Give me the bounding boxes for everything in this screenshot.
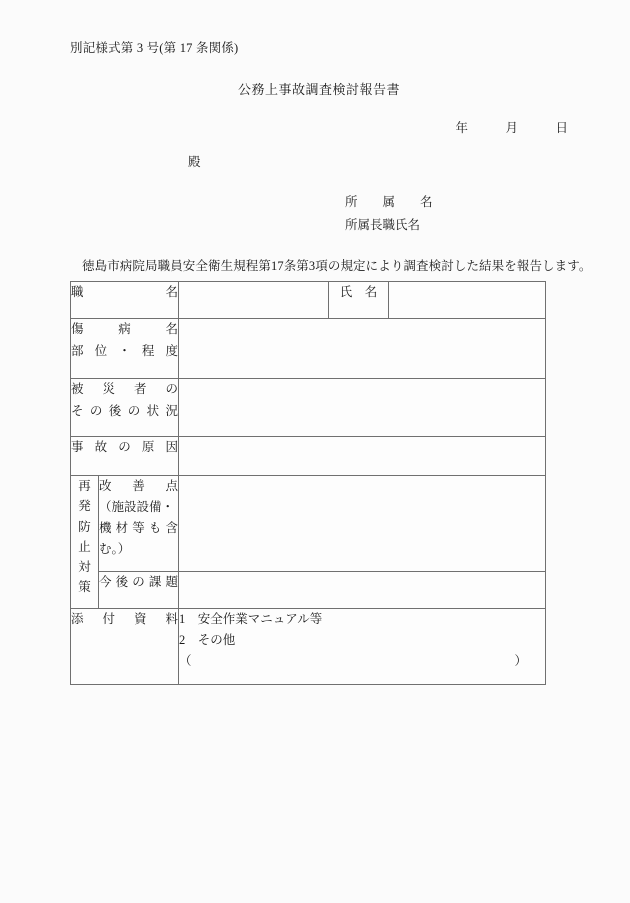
table-row-position bbox=[71, 282, 546, 319]
label-improvement-line1: 改 善 点 bbox=[99, 479, 179, 493]
vchar-2: 防 bbox=[78, 519, 91, 534]
table-row-cause bbox=[71, 437, 546, 476]
label-attachments bbox=[71, 609, 179, 685]
paren-open: （ bbox=[179, 654, 192, 668]
label-injury-line1: 傷 病 名 bbox=[71, 322, 179, 336]
label-attachments-text: 添 付 資 料 bbox=[71, 612, 179, 626]
label-improvement-line4: む。） bbox=[99, 542, 131, 556]
field-position-value[interactable] bbox=[179, 282, 329, 319]
vchar-5: 策 bbox=[78, 580, 91, 595]
vchar-0: 再 bbox=[78, 479, 91, 493]
date-line: 年 月 日 bbox=[455, 121, 568, 135]
form-code-label: 別記様式第 3 号(第 17 条関係) bbox=[70, 41, 239, 55]
paren-close: ） bbox=[514, 654, 528, 668]
vchar-4: 対 bbox=[78, 560, 91, 574]
label-improvement-line2: （施設設備・ bbox=[99, 500, 175, 514]
attachment-item-2: 2 その他 bbox=[179, 633, 236, 647]
label-victim-status-line1: 被災者の bbox=[71, 382, 179, 396]
document-title: 公務上事故調査検討報告書 bbox=[237, 82, 400, 97]
field-attachments-value[interactable] bbox=[179, 609, 546, 685]
label-improvement bbox=[99, 476, 179, 572]
attachment-other-blank[interactable] bbox=[179, 651, 545, 672]
label-cause bbox=[71, 437, 179, 476]
organization-name-label: 所 属 名 bbox=[345, 195, 433, 209]
report-form-table bbox=[70, 281, 546, 685]
field-victim-status-value[interactable] bbox=[179, 379, 546, 437]
table-row-prevention-future bbox=[71, 572, 546, 609]
table-row-injury bbox=[71, 319, 546, 379]
organization-head-label: 所属長職氏名 bbox=[345, 218, 421, 232]
label-victim-status bbox=[71, 379, 179, 437]
addressee-suffix: 殿 bbox=[188, 155, 201, 169]
label-position-text: 職 名 bbox=[71, 285, 179, 299]
field-injury-value[interactable] bbox=[179, 319, 546, 379]
label-future-task bbox=[99, 572, 179, 609]
table-row-victim-status bbox=[71, 379, 546, 437]
label-victim-status-line2: その後の状況 bbox=[71, 403, 179, 418]
label-cause-text: 事故の原因 bbox=[71, 440, 179, 454]
label-prevention-vertical bbox=[71, 476, 99, 609]
label-prevention-chars bbox=[71, 476, 98, 598]
field-improvement-value[interactable] bbox=[179, 476, 546, 572]
field-cause-value[interactable] bbox=[179, 437, 546, 476]
attachment-item-1: 1 安全作業マニュアル等 bbox=[179, 612, 323, 626]
vchar-3: 止 bbox=[78, 539, 91, 554]
label-name bbox=[329, 282, 389, 319]
label-injury bbox=[71, 319, 179, 379]
table-row-attachments bbox=[71, 609, 546, 685]
table-row-prevention-improvement bbox=[71, 476, 546, 572]
label-future-task-text: 今後の課題 bbox=[99, 575, 179, 589]
field-future-task-value[interactable] bbox=[179, 572, 546, 609]
label-name-text: 氏 名 bbox=[339, 285, 378, 299]
intro-sentence: 徳島市病院局職員安全衛生規程第17条第3項の規定により調査検討した結果を報告します。 bbox=[82, 259, 592, 273]
label-injury-line2: 部位・程度 bbox=[71, 343, 179, 358]
label-position bbox=[71, 282, 179, 319]
label-improvement-line3: 機材等も含 bbox=[99, 521, 179, 535]
field-name-value[interactable] bbox=[389, 282, 546, 319]
vchar-1: 発 bbox=[78, 499, 91, 514]
